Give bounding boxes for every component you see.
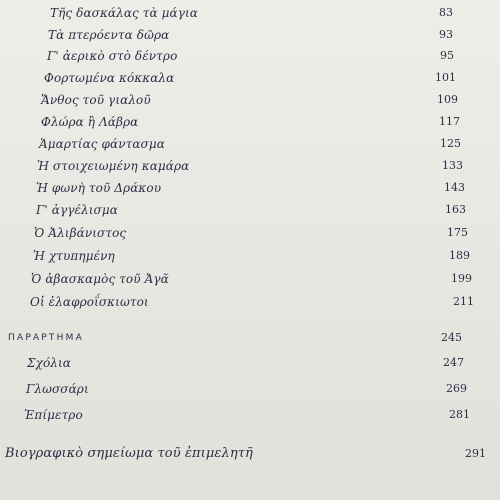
toc-entry-title: Τῆς δασκάλας τὰ μάγια <box>50 6 199 20</box>
toc-entry-title: Φλώρα ἢ Λάβρα <box>41 115 139 129</box>
toc-entry-page: 175 <box>447 226 468 239</box>
toc-entry-page: 199 <box>451 272 472 285</box>
toc-entry-page: 133 <box>442 159 463 172</box>
toc-entry-title: Ἡ χτυπημένη <box>33 249 115 263</box>
toc-entry-page: 117 <box>439 115 460 128</box>
toc-entry-title: Γ' ἀγγέλισμα <box>36 203 118 217</box>
toc-entry-page: 163 <box>445 203 466 216</box>
appendix-item-title: Γλωσσάρι <box>26 382 89 396</box>
bio-page: 291 <box>465 447 486 460</box>
appendix-heading: ΠΑΡΑΡΤΗΜΑ <box>8 333 84 343</box>
toc-entry-page: 109 <box>437 93 458 106</box>
toc-entry-page: 125 <box>440 137 461 150</box>
toc-entry-title: Ἡ στοιχειωμένη καμάρα <box>37 159 190 173</box>
appendix-item-title: Ἐπίμετρο <box>24 408 83 422</box>
toc-entry-page: 101 <box>435 71 456 84</box>
toc-entry-title: Ὁ ἀβασκαμὸς τοῦ Ἀγᾶ <box>31 272 169 286</box>
appendix-page: 245 <box>441 331 462 344</box>
toc-entry-page: 93 <box>439 28 453 41</box>
appendix-item-page: 247 <box>443 356 464 369</box>
toc-entry-page: 83 <box>439 6 453 19</box>
toc-entry-title: Ὁ Ἀλιβάνιστος <box>34 226 127 240</box>
toc-entry-title: Ἁμαρτίας φάντασμα <box>39 137 165 151</box>
appendix-item-page: 281 <box>449 408 470 421</box>
toc-entry-page: 143 <box>444 181 465 194</box>
toc-entry-title: Ἄνθος τοῦ γιαλοῦ <box>41 93 151 107</box>
appendix-item-title: Σχόλια <box>27 356 71 370</box>
toc-entry-page: 211 <box>453 295 474 308</box>
toc-entry-page: 189 <box>449 249 470 262</box>
toc-entry-page: 95 <box>440 49 454 62</box>
toc-entry-title: Οἱ ἐλαφροΐσκιωτοι <box>30 295 149 309</box>
bio-title: Βιογραφικὸ σημείωμα τοῦ ἐπιμελητῆ <box>5 446 253 461</box>
toc-entry-title: Φορτωμένα κόκκαλα <box>44 71 175 85</box>
toc-entry-title: Τὰ πτερόεντα δῶρα <box>48 28 170 42</box>
appendix-item-page: 269 <box>446 382 467 395</box>
toc-entry-title: Γ' ἀερικὸ στὸ δέντρο <box>47 49 178 63</box>
toc-entry-title: Ἡ φωνὴ τοῦ Δράκου <box>36 181 162 195</box>
